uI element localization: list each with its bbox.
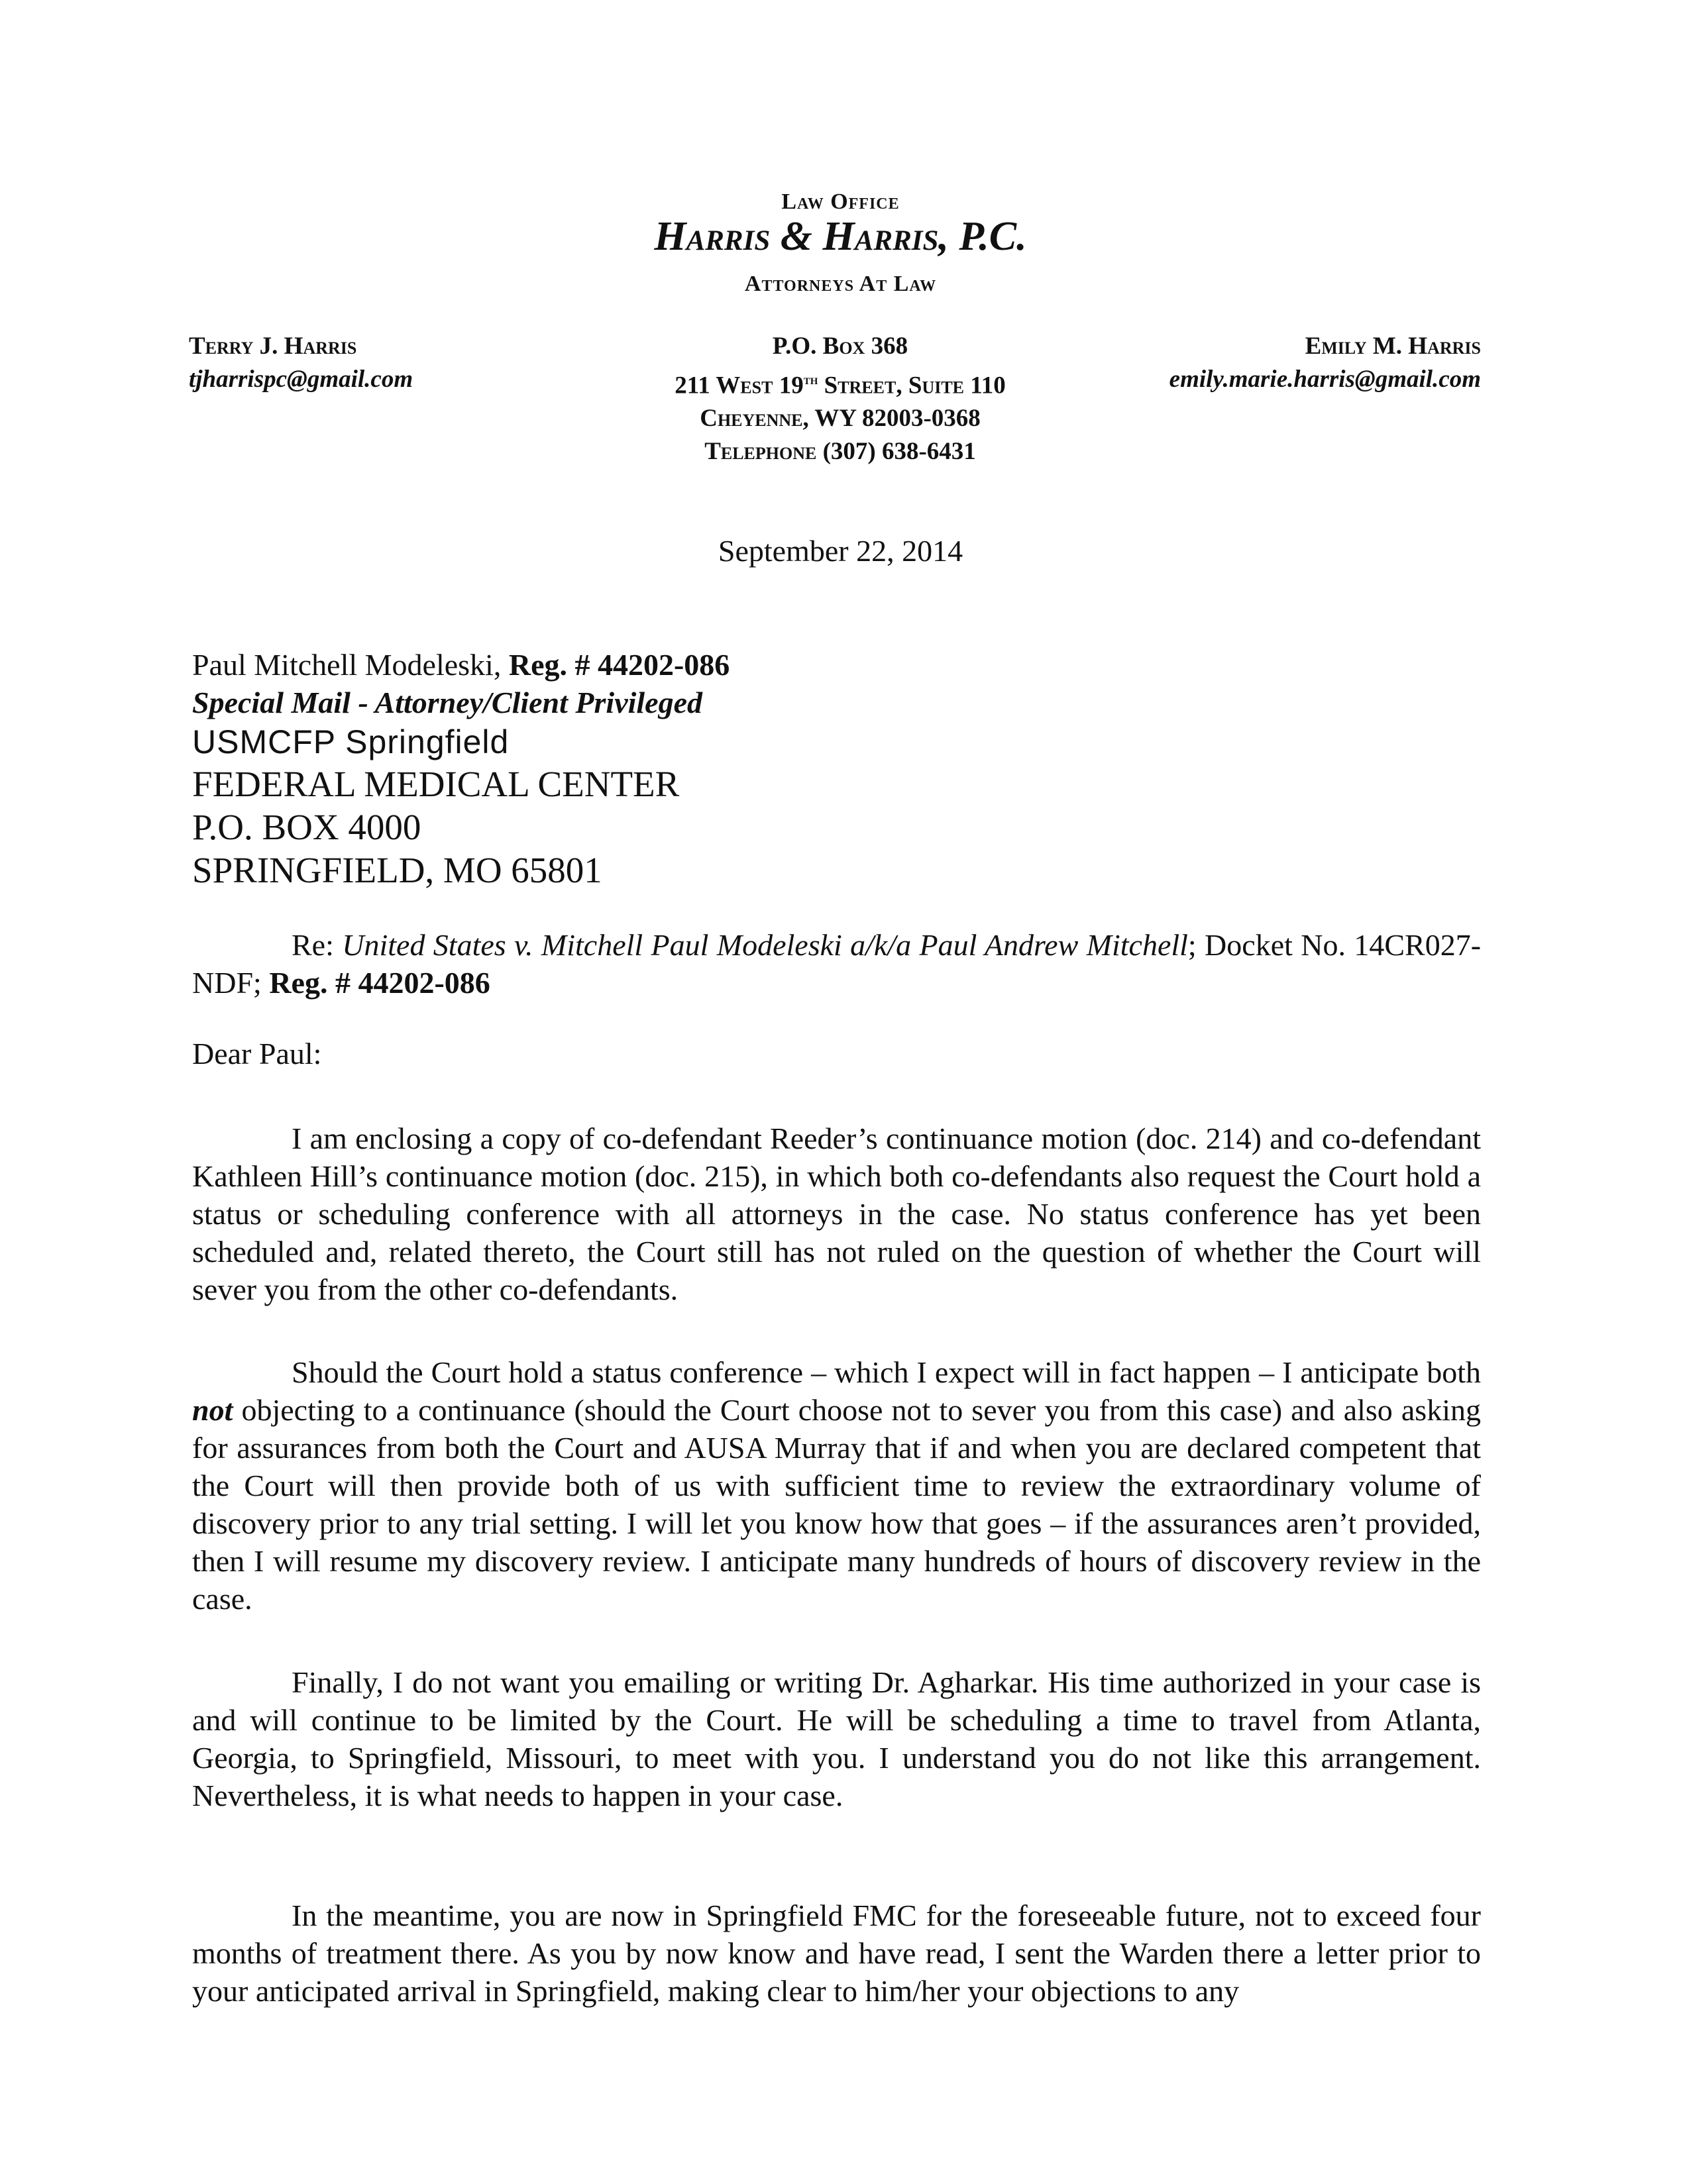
city-line: Cheyenne, WY 82003-0368 (700, 405, 981, 433)
paragraph-2-emphasis: not (192, 1393, 233, 1427)
street-sup: th (803, 371, 818, 388)
re-prefix: Re: (292, 928, 343, 962)
firm-top-line: Law Office (781, 189, 900, 214)
paragraph-4: In the meantime, you are now in Springfield FMC for the foreseeable future, not to exceed four months of treatment there. As you by now know and have read, I sent the Warden there a letter prior to your anticipated arrival in Springfield, making clear to him/her your objections to any (192, 1898, 1481, 2008)
recipient-facility: USMCFP Springfield (192, 723, 510, 760)
paragraph-1: I am enclosing a copy of co-defendant Reeder’s continuance motion (doc. 214) and co-defendant Kathleen Hill’s continuance motion (doc. 215), in which both co-defendants also request the Court hold a status or scheduling conference with all attorneys in the case. No status conference has yet been scheduled and, related thereto, the Court still has not ruled on the question of whether the Court will sever you from the other co-defendants. (192, 1121, 1481, 1306)
right-attorney-name: Emily M. Harris (1305, 333, 1481, 360)
street-pre: 211 West 19 (675, 372, 804, 399)
re-line (192, 926, 1481, 1002)
paragraph-3: Finally, I do not want you emailing or writing Dr. Agharkar. His time authorized in your case is and will continue to be limited by the Court. He will be scheduling a time to travel from Atlanta, Georgia, to Springfield, Missouri, to meet with you. I understand you do not like this arrangement. Nevertheless, it is what needs to happen in your case. (192, 1665, 1481, 1812)
left-attorney-email[interactable]: tjharrispc@gmail.com (189, 366, 413, 393)
street-post: Street, Suite 110 (818, 372, 1006, 399)
left-attorney-name: Terry J. Harris (189, 333, 357, 360)
recipient-city: SPRINGFIELD, MO 65801 (192, 850, 602, 890)
firm-sub-line: Attorneys At Law (744, 272, 937, 296)
telephone: Telephone (307) 638-6431 (704, 438, 976, 466)
letter-date: September 22, 2014 (718, 534, 963, 568)
special-mail-line: Special Mail - Attorney/Client Privileged (192, 686, 703, 719)
salutation: Dear Paul: (192, 1037, 322, 1070)
recipient-reg: Reg. # 44202-086 (508, 648, 730, 682)
recipient-block (192, 646, 1484, 892)
re-reg: Reg. # 44202-086 (269, 966, 490, 1000)
re-docket: ; Docket No. 14CR027-NDF; (192, 928, 1482, 1000)
left-attorney-block (189, 330, 413, 396)
re-case-name: United States v. Mitchell Paul Modeleski a/k/a Paul Andrew Mitchell (342, 928, 1188, 962)
paragraph-2 (192, 1353, 1481, 1618)
recipient-center: FEDERAL MEDICAL CENTER (192, 764, 680, 804)
right-attorney-block (994, 330, 1481, 396)
po-box: P.O. Box 368 (772, 333, 908, 360)
recipient-name-line (192, 646, 1484, 684)
firm-name: Harris & Harris, P.C. (654, 214, 1027, 259)
paragraph-2-part-b: objecting to a continuance (should the Court choose not to sever you from this case) and also asking for assurances from both the Court and AUSA Murray that if and when you are declared competent that the Court will then provide both of us with sufficient time to review the extraordinary volume of discovery prior to any trial setting. I will let you know how that goes – if the assurances aren’t provided, then I will resume my discovery review. I anticipate many hundreds of hours of discovery review in the case. (192, 1393, 1481, 1616)
paragraph-2-part-a: Should the Court hold a status conference – which I expect will in fact happen – I anticipate both (292, 1355, 1481, 1389)
recipient-name: Paul Mitchell Modeleski, (192, 648, 509, 682)
right-attorney-email[interactable]: emily.marie.harris@gmail.com (1169, 366, 1481, 393)
recipient-po-box: P.O. BOX 4000 (192, 807, 421, 847)
